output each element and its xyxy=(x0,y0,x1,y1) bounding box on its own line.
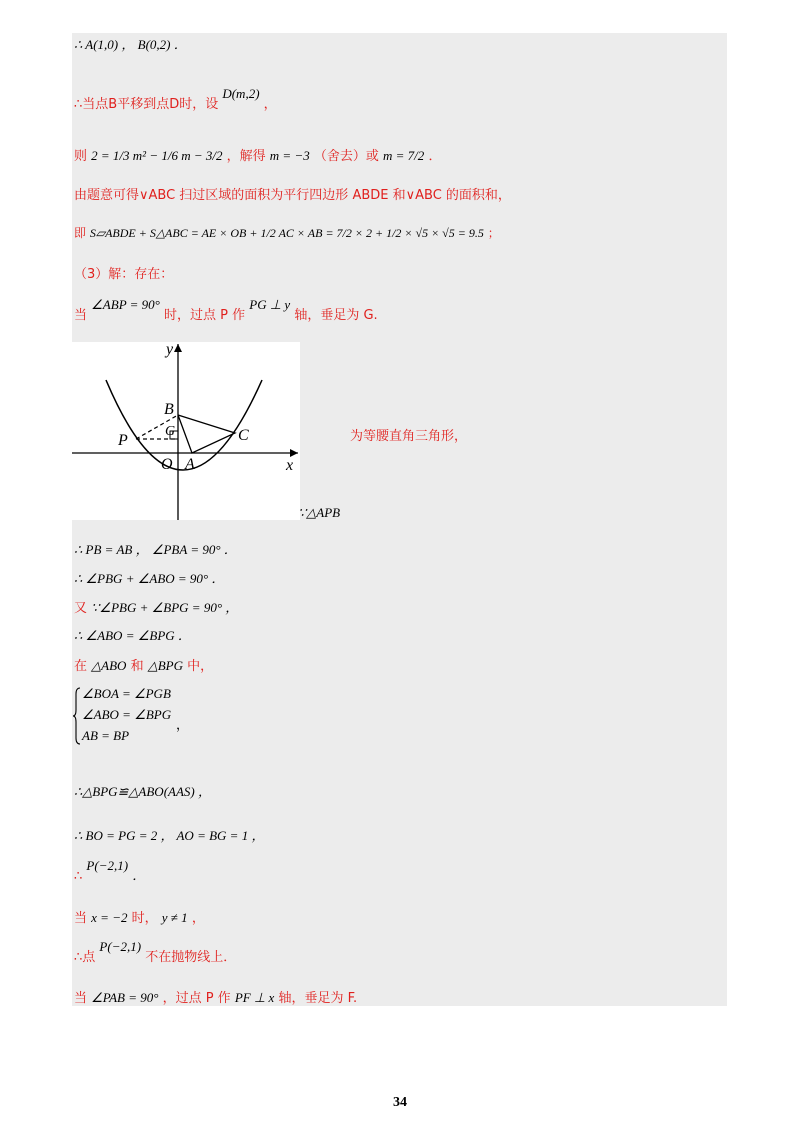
line-7: 当 ∠ABP = 90° 时，过点 P 作 PG ⊥ y 轴，垂足为 G. xyxy=(74,297,378,323)
label-x: x xyxy=(286,457,294,474)
line-14: 在 △ABO 和 △BPG 中， xyxy=(74,658,214,674)
triangle-abc xyxy=(178,415,235,453)
line-2: ∴当点B平移到点D时，设 D(m,2) ， xyxy=(74,86,277,112)
brace-line-2: ∠ABO = ∠BPG xyxy=(82,707,172,722)
line-3: 则 2 = 1/3 m² − 1/6 m − 3/2 ，解得 m = −3 （舍去）或 m = 7/2 ． xyxy=(74,148,442,164)
line-5: 即 S▱ABDE + S△ABC = AE × OB + 1/2 AC × AB = 7/2 × 2 + 1/2 × √5 × √5 = 9.5 ； xyxy=(74,226,500,240)
figure-svg xyxy=(72,342,300,520)
line-15: ∴△BPG≌△ABO(AAS) ， xyxy=(74,784,211,799)
label-a: A xyxy=(185,456,195,473)
line-19: ∴点 P(−2,1) 不在抛物线上． xyxy=(74,939,237,965)
label-p: P xyxy=(118,432,128,449)
label-b: B xyxy=(164,401,174,418)
label-g: G xyxy=(165,424,176,439)
line-12: 又 ∵∠PBG + ∠BPG = 90° ， xyxy=(74,600,239,616)
parabola-curve xyxy=(106,380,262,470)
label-y: y xyxy=(166,342,174,358)
line-4: 由题意可得∨ABC 扫过区域的面积为平行四边形 ABDE 和∨ABC 的面积和， xyxy=(74,188,511,203)
line-13: ∴ ∠ABO = ∠BPG ． xyxy=(74,628,191,643)
label-c: C xyxy=(238,427,249,444)
label-o: O xyxy=(161,456,173,473)
line-20: 当 ∠PAB = 90° ，过点 P 作 PF ⊥ x 轴，垂足为 F. xyxy=(74,990,358,1006)
line-6: （3）解：存在： xyxy=(74,267,174,282)
brace-tail: ， xyxy=(176,717,190,732)
line-8: 为等腰直角三角形， xyxy=(350,429,468,444)
line-11: ∴ ∠PBG + ∠ABO = 90° ． xyxy=(74,571,225,586)
line-18: 当 x = −2 时， y ≠ 1 ， xyxy=(74,910,205,926)
line-9: ∵△APB xyxy=(298,505,341,520)
left-brace-icon xyxy=(72,686,82,746)
line-10: ∴ PB = AB ， ∠PBA = 90° ． xyxy=(74,542,237,557)
y-axis-arrow xyxy=(174,344,182,352)
brace-line-3: AB = BP xyxy=(82,728,130,743)
line-16: ∴ BO = PG = 2 ， AO = BG = 1 ， xyxy=(74,828,265,843)
page-number: 34 xyxy=(393,1095,407,1110)
parabola-figure xyxy=(72,342,300,520)
x-axis-arrow xyxy=(290,449,298,457)
line-1: ∴ A(1,0) ， B(0,2) ． xyxy=(74,37,187,52)
brace-line-1: ∠BOA = ∠PGB xyxy=(82,686,171,701)
line-17: ∴ P(−2,1) ． xyxy=(74,858,146,884)
congruence-system xyxy=(72,686,202,746)
